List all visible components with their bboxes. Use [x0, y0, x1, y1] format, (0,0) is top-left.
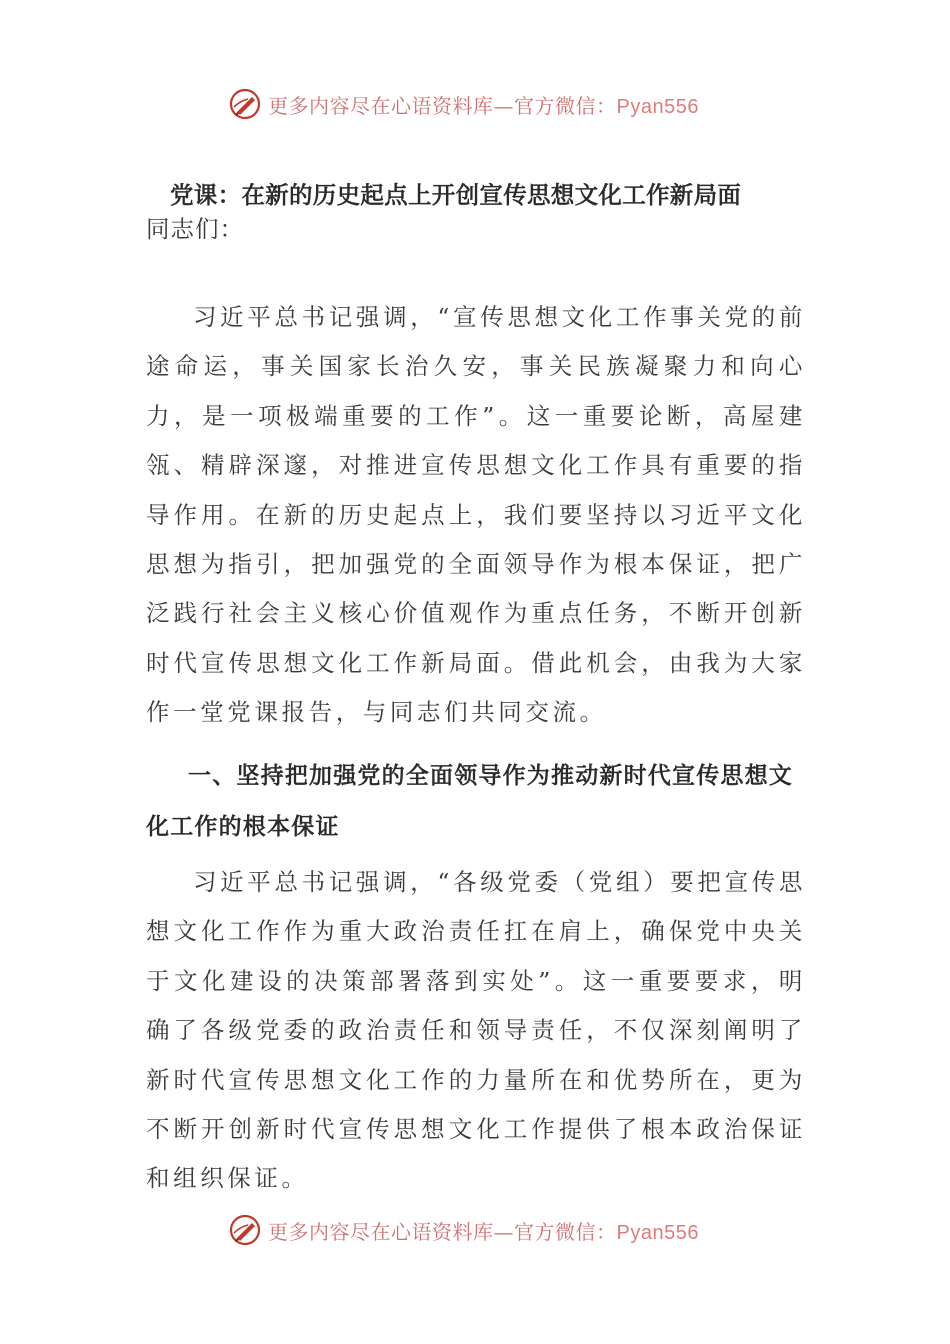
- watermark-text: 更多内容尽在心语资料库—官方微信：Pyan556: [268, 1219, 699, 1244]
- section-heading: 一、坚持把加强党的全面领导作为推动新时代宣传思想文化工作的根本保证: [146, 763, 793, 840]
- body-paragraph: 习近平总书记强调，“各级党委（党组）要把宣传思想文化工作作为重大政治责任扛在肩上，确保党中央关于文化建设的决策部署落到实处”。这一重要要求，明确了各级党委的政治责任和领导责任，不仅深刻阐明了新时代宣传思想文化工作的力量所在和优势所在，更为不断开创新时代宣传思想文化工作提供了根本政治保证和组织保证。: [146, 868, 806, 1193]
- salutation: 同志们：: [146, 215, 244, 243]
- pen-seal-icon: [228, 87, 262, 121]
- watermark-text: 更多内容尽在心语资料库—官方微信：Pyan556: [268, 93, 699, 118]
- pen-seal-icon: [228, 1213, 262, 1247]
- header-watermark: [228, 84, 748, 124]
- document-title: 党课：在新的历史起点上开创宣传思想文化工作新局面: [170, 181, 742, 209]
- footer-watermark: [228, 1210, 748, 1250]
- body-paragraph: 习近平总书记强调，“宣传思想文化工作事关党的前途命运，事关国家长治久安，事关民族凝聚力和向心力，是一项极端重要的工作”。这一重要论断，高屋建瓴、精辟深邃，对推进宣传思想文化工作具有重要的指导作用。在新的历史起点上，我们要坚持以习近平文化思想为指引，把加强党的全面领导作为根本保证，把广泛践行社会主义核心价值观作为重点任务，不断开创新时代宣传思想文化工作新局面。借此机会，由我为大家作一堂党课报告，与同志们共同交流。: [146, 303, 806, 727]
